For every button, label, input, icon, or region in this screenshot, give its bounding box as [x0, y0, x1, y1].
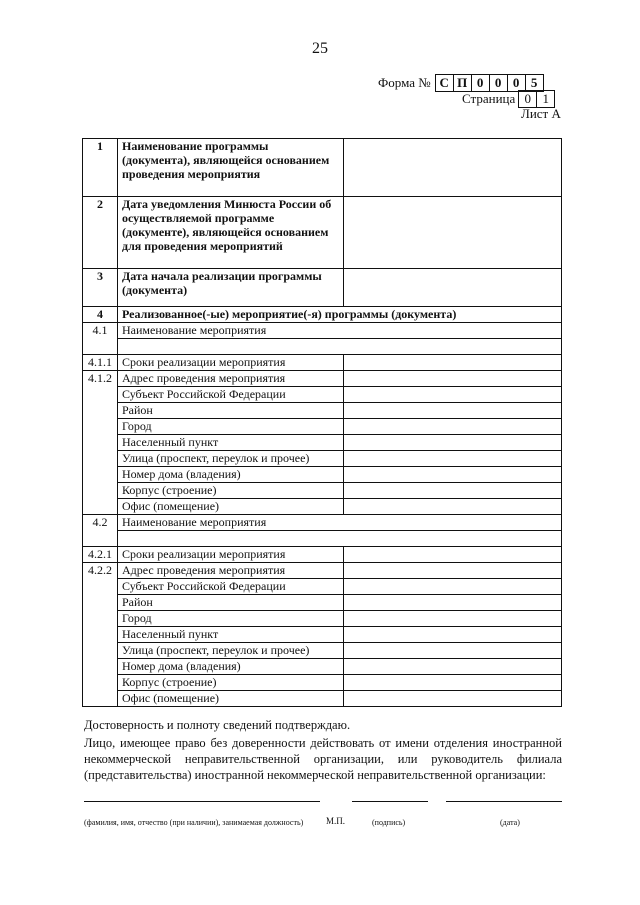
form-code-char: С	[435, 74, 453, 92]
table-row	[83, 659, 562, 675]
table-row	[83, 355, 562, 371]
row-label: Наименование мероприятия	[118, 515, 562, 531]
row-label: Сроки реализации мероприятия	[118, 547, 344, 563]
address-label: Офис (помещение)	[118, 691, 344, 707]
table-row	[83, 547, 562, 563]
value-cell[interactable]	[344, 595, 562, 611]
address-label: Улица (проспект, переулок и прочее)	[118, 643, 344, 659]
empty-cell	[83, 579, 118, 595]
signatory-description: Лицо, имеющее право без доверенности действовать от имени отделения иностранной некоммерческой неправительственной организации, или руководитель филиала (представительства) иностранной некоммерческой неправительственной организации:	[84, 736, 562, 782]
value-cell[interactable]	[344, 499, 562, 515]
row-number: 1	[83, 139, 118, 197]
address-label: Субъект Российской Федерации	[118, 387, 344, 403]
row-number: 4.2	[83, 515, 118, 531]
empty-cell	[83, 531, 118, 547]
address-label: Офис (помещение)	[118, 499, 344, 515]
address-label: Улица (проспект, переулок и прочее)	[118, 451, 344, 467]
empty-cell	[83, 691, 118, 707]
address-label: Район	[118, 595, 344, 611]
address-label: Населенный пункт	[118, 627, 344, 643]
table-row	[83, 579, 562, 595]
address-label: Город	[118, 419, 344, 435]
name-signature-line[interactable]	[84, 801, 320, 802]
date-line[interactable]	[446, 801, 562, 802]
value-cell[interactable]	[344, 269, 562, 307]
empty-cell	[83, 595, 118, 611]
form-code-char: 5	[525, 74, 543, 92]
address-label: Корпус (строение)	[118, 483, 344, 499]
table-row	[83, 499, 562, 515]
row-number: 4.1.1	[83, 355, 118, 371]
value-cell[interactable]	[344, 371, 562, 387]
row-number: 3	[83, 269, 118, 307]
address-label: Субъект Российской Федерации	[118, 579, 344, 595]
empty-cell	[83, 435, 118, 451]
value-cell[interactable]	[344, 467, 562, 483]
table-row	[83, 269, 562, 307]
address-label: Населенный пункт	[118, 435, 344, 451]
empty-cell	[83, 611, 118, 627]
value-cell[interactable]	[344, 197, 562, 269]
form-code-char: 0	[507, 74, 525, 92]
value-cell[interactable]	[344, 483, 562, 499]
page-number: 25	[312, 40, 328, 57]
value-cell[interactable]	[344, 403, 562, 419]
table-row	[83, 595, 562, 611]
row-label: Сроки реализации мероприятия	[118, 355, 344, 371]
value-cell[interactable]	[344, 627, 562, 643]
page-digit: 0	[518, 90, 536, 108]
table-row	[83, 323, 562, 339]
row-label: Дата уведомления Минюста России об осуществляемой программе (документе), являющейся основанием для проведения мероприятий	[118, 197, 344, 269]
value-cell[interactable]	[118, 339, 562, 355]
table-row	[83, 515, 562, 531]
page-digit: 1	[536, 90, 554, 108]
row-number: 4.1	[83, 323, 118, 339]
address-label: Номер дома (владения)	[118, 659, 344, 675]
row-label: Дата начала реализации программы (документа)	[118, 269, 344, 307]
empty-cell	[83, 403, 118, 419]
empty-cell	[83, 483, 118, 499]
value-cell[interactable]	[118, 531, 562, 547]
page-label: Страница	[462, 91, 516, 106]
table-row	[83, 139, 562, 197]
table-row	[83, 611, 562, 627]
value-cell[interactable]	[344, 419, 562, 435]
empty-cell	[83, 643, 118, 659]
address-label: Номер дома (владения)	[118, 467, 344, 483]
empty-cell	[83, 451, 118, 467]
name-caption: (фамилия, имя, отчество (при наличии), занимаемая должность)	[84, 818, 304, 827]
form-code-char: 0	[489, 74, 507, 92]
value-cell[interactable]	[344, 563, 562, 579]
value-cell[interactable]	[344, 675, 562, 691]
value-cell[interactable]	[344, 579, 562, 595]
empty-cell	[83, 675, 118, 691]
row-number: 4.2.1	[83, 547, 118, 563]
empty-cell	[83, 627, 118, 643]
row-number: 4.2.2	[83, 563, 118, 579]
table-row	[83, 403, 562, 419]
value-cell[interactable]	[344, 691, 562, 707]
value-cell[interactable]	[344, 139, 562, 197]
value-cell[interactable]	[344, 435, 562, 451]
address-label: Район	[118, 403, 344, 419]
empty-cell	[83, 339, 118, 355]
table-row	[83, 563, 562, 579]
row-label: Адрес проведения мероприятия	[118, 371, 344, 387]
value-cell[interactable]	[344, 643, 562, 659]
stamp-mark: М.П.	[326, 816, 346, 826]
table-row	[83, 435, 562, 451]
table-row	[83, 451, 562, 467]
empty-cell	[83, 467, 118, 483]
empty-cell	[83, 387, 118, 403]
value-cell[interactable]	[344, 355, 562, 371]
sheet-label: Лист А	[521, 106, 561, 121]
value-cell[interactable]	[344, 611, 562, 627]
row-label: Наименование программы (документа), являющейся основанием проведения мероприятия	[118, 139, 344, 197]
signature-line[interactable]	[352, 801, 428, 802]
empty-cell	[83, 659, 118, 675]
table-row	[83, 675, 562, 691]
table-row	[83, 467, 562, 483]
table-row	[83, 483, 562, 499]
table-row	[83, 339, 562, 355]
row-label: Адрес проведения мероприятия	[118, 563, 344, 579]
table-row	[83, 197, 562, 269]
table-row	[83, 643, 562, 659]
value-cell[interactable]	[344, 659, 562, 675]
confirmation-text: Достоверность и полноту сведений подтверждаю.	[84, 718, 351, 732]
signature-caption: (подпись)	[372, 818, 406, 827]
form-code-char: П	[453, 74, 471, 92]
table-row	[83, 419, 562, 435]
form-table	[82, 138, 562, 707]
value-cell[interactable]	[344, 547, 562, 563]
date-caption: (дата)	[500, 818, 520, 827]
form-label: Форма №	[378, 75, 431, 90]
table-row	[83, 691, 562, 707]
table-row	[83, 387, 562, 403]
row-number: 2	[83, 197, 118, 269]
row-number: 4.1.2	[83, 371, 118, 387]
table-row	[83, 371, 562, 387]
empty-cell	[83, 499, 118, 515]
row-number: 4	[83, 307, 118, 323]
value-cell[interactable]	[344, 387, 562, 403]
table-row	[83, 627, 562, 643]
section-heading: Реализованное(-ые) мероприятие(-я) программы (документа)	[118, 307, 562, 323]
form-code-char: 0	[471, 74, 489, 92]
empty-cell	[83, 419, 118, 435]
page-field	[462, 91, 555, 107]
value-cell[interactable]	[344, 451, 562, 467]
address-label: Корпус (строение)	[118, 675, 344, 691]
table-row	[83, 307, 562, 323]
table-row	[83, 531, 562, 547]
address-label: Город	[118, 611, 344, 627]
row-label: Наименование мероприятия	[118, 323, 562, 339]
